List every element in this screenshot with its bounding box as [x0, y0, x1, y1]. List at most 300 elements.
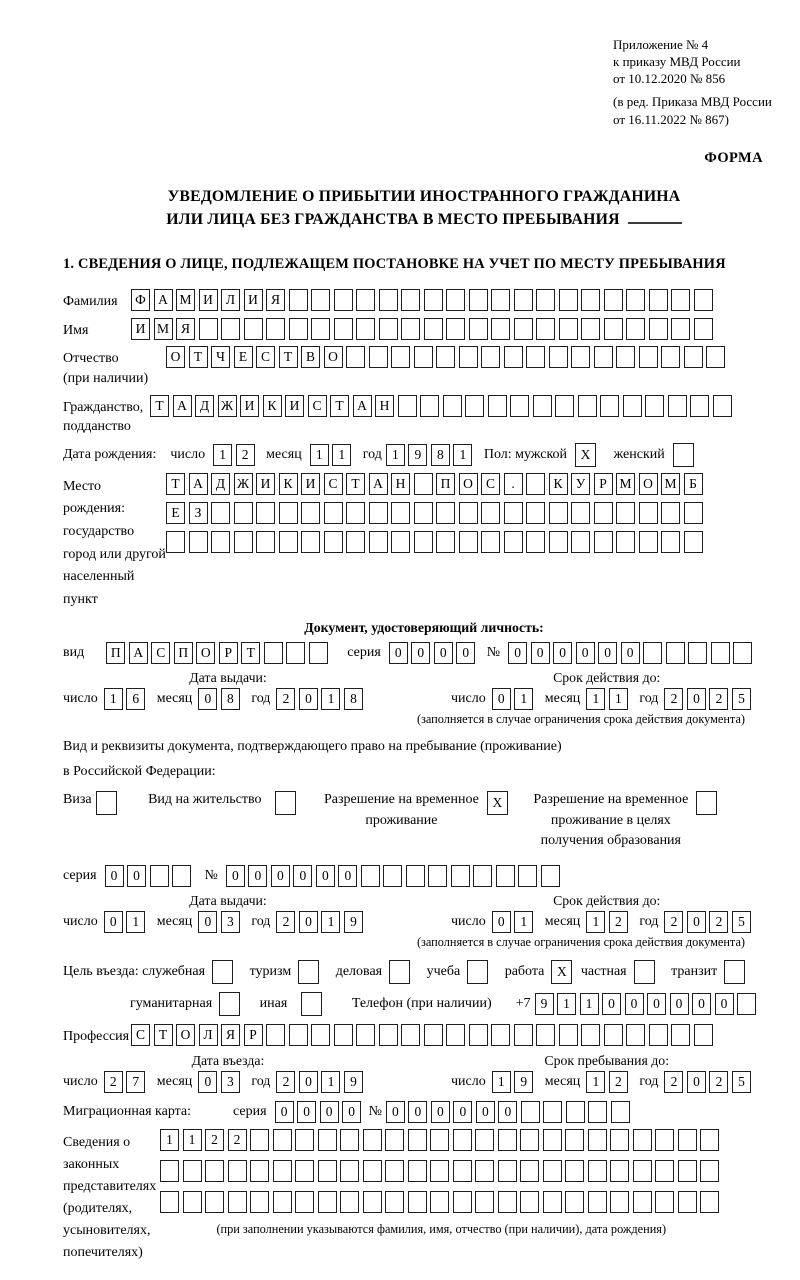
char-cell[interactable] [588, 1101, 607, 1123]
char-cell[interactable] [311, 1024, 330, 1046]
char-cell[interactable]: 9 [408, 444, 427, 466]
char-cell[interactable] [491, 1024, 510, 1046]
char-cell[interactable] [424, 318, 443, 340]
char-cell[interactable]: 1 [386, 444, 405, 466]
char-cell[interactable] [626, 318, 645, 340]
char-cell[interactable]: 0 [434, 642, 453, 664]
char-cell[interactable]: 2 [709, 688, 728, 710]
char-cell[interactable] [256, 502, 275, 524]
char-cell[interactable] [694, 1024, 713, 1046]
char-cell[interactable] [244, 318, 263, 340]
char-cell[interactable] [453, 1129, 472, 1151]
char-cell[interactable] [543, 1160, 562, 1182]
char-cell[interactable] [566, 1101, 585, 1123]
char-cell[interactable] [688, 642, 707, 664]
char-cell[interactable] [361, 865, 380, 887]
char-cell[interactable] [536, 318, 555, 340]
char-cell[interactable] [673, 443, 694, 467]
char-cell[interactable]: 7 [126, 1071, 145, 1093]
char-cell[interactable] [559, 289, 578, 311]
char-cell[interactable] [160, 1160, 179, 1182]
char-cell[interactable] [234, 531, 253, 553]
char-cell[interactable] [581, 1024, 600, 1046]
char-cell[interactable] [385, 1129, 404, 1151]
char-cell[interactable] [459, 346, 478, 368]
char-cell[interactable] [696, 791, 717, 815]
char-cell[interactable]: Т [241, 642, 260, 664]
char-cell[interactable]: 2 [236, 444, 255, 466]
char-cell[interactable]: М [661, 473, 680, 495]
char-cell[interactable] [369, 531, 388, 553]
char-cell[interactable]: 1 [492, 1071, 511, 1093]
char-cell[interactable]: Т [330, 395, 349, 417]
char-cell[interactable] [649, 289, 668, 311]
char-cell[interactable] [498, 1129, 517, 1151]
char-cell[interactable]: Л [221, 289, 240, 311]
char-cell[interactable] [623, 395, 642, 417]
title-blank-line[interactable] [628, 209, 682, 224]
char-cell[interactable] [684, 531, 703, 553]
char-cell[interactable] [446, 1024, 465, 1046]
char-cell[interactable]: М [154, 318, 173, 340]
char-cell[interactable]: У [571, 473, 590, 495]
char-cell[interactable] [616, 531, 635, 553]
char-cell[interactable]: П [174, 642, 193, 664]
char-cell[interactable] [475, 1191, 494, 1213]
char-cell[interactable]: 1 [160, 1129, 179, 1151]
char-cell[interactable]: 0 [553, 642, 572, 664]
char-cell[interactable] [369, 502, 388, 524]
char-cell[interactable]: 8 [431, 444, 450, 466]
char-cell[interactable] [286, 642, 305, 664]
char-cell[interactable]: 1 [310, 444, 329, 466]
char-cell[interactable] [671, 318, 690, 340]
char-cell[interactable]: И [301, 473, 320, 495]
char-cell[interactable] [383, 865, 402, 887]
char-cell[interactable] [694, 289, 713, 311]
char-cell[interactable] [211, 502, 230, 524]
char-cell[interactable]: 1 [213, 444, 232, 466]
char-cell[interactable]: 1 [183, 1129, 202, 1151]
char-cell[interactable]: 0 [456, 642, 475, 664]
char-cell[interactable]: О [324, 346, 343, 368]
char-cell[interactable]: К [263, 395, 282, 417]
char-cell[interactable] [453, 1191, 472, 1213]
char-cell[interactable] [334, 318, 353, 340]
char-cell[interactable] [430, 1191, 449, 1213]
char-cell[interactable] [250, 1129, 269, 1151]
char-cell[interactable] [526, 502, 545, 524]
char-cell[interactable] [549, 531, 568, 553]
char-cell[interactable] [160, 1191, 179, 1213]
char-cell[interactable]: 1 [580, 993, 599, 1015]
char-cell[interactable]: 2 [709, 1071, 728, 1093]
char-cell[interactable]: Р [594, 473, 613, 495]
char-cell[interactable] [391, 346, 410, 368]
char-cell[interactable] [655, 1129, 674, 1151]
char-cell[interactable]: 1 [586, 1071, 605, 1093]
char-cell[interactable]: И [244, 289, 263, 311]
char-cell[interactable]: 1 [557, 993, 576, 1015]
char-cell[interactable] [661, 346, 680, 368]
char-cell[interactable] [604, 1024, 623, 1046]
char-cell[interactable] [401, 289, 420, 311]
char-cell[interactable] [205, 1160, 224, 1182]
char-cell[interactable] [481, 502, 500, 524]
char-cell[interactable]: 0 [105, 865, 124, 887]
char-cell[interactable]: Д [195, 395, 214, 417]
char-cell[interactable] [221, 318, 240, 340]
char-cell[interactable] [588, 1160, 607, 1182]
char-cell[interactable] [634, 960, 655, 984]
char-cell[interactable] [571, 531, 590, 553]
char-cell[interactable]: 9 [535, 993, 554, 1015]
char-cell[interactable]: 0 [687, 911, 706, 933]
char-cell[interactable]: 0 [299, 911, 318, 933]
char-cell[interactable] [340, 1160, 359, 1182]
char-cell[interactable] [510, 395, 529, 417]
char-cell[interactable]: 9 [514, 1071, 533, 1093]
char-cell[interactable] [408, 1129, 427, 1151]
char-cell[interactable] [488, 395, 507, 417]
char-cell[interactable] [356, 318, 375, 340]
char-cell[interactable] [588, 1191, 607, 1213]
char-cell[interactable]: Д [211, 473, 230, 495]
char-cell[interactable]: 5 [732, 911, 751, 933]
char-cell[interactable] [363, 1129, 382, 1151]
char-cell[interactable] [309, 642, 328, 664]
char-cell[interactable] [604, 289, 623, 311]
char-cell[interactable]: Н [375, 395, 394, 417]
char-cell[interactable] [311, 289, 330, 311]
char-cell[interactable]: Н [391, 473, 410, 495]
char-cell[interactable] [610, 1160, 629, 1182]
char-cell[interactable]: 2 [276, 1071, 295, 1093]
char-cell[interactable]: К [549, 473, 568, 495]
char-cell[interactable]: И [131, 318, 150, 340]
char-cell[interactable] [633, 1160, 652, 1182]
char-cell[interactable] [565, 1191, 584, 1213]
char-cell[interactable] [565, 1129, 584, 1151]
char-cell[interactable]: 1 [609, 688, 628, 710]
char-cell[interactable]: 0 [531, 642, 550, 664]
char-cell[interactable]: И [199, 289, 218, 311]
char-cell[interactable]: Р [219, 642, 238, 664]
char-cell[interactable] [465, 395, 484, 417]
char-cell[interactable] [514, 289, 533, 311]
char-cell[interactable] [199, 318, 218, 340]
char-cell[interactable]: 1 [321, 911, 340, 933]
char-cell[interactable] [639, 502, 658, 524]
char-cell[interactable] [273, 1160, 292, 1182]
char-cell[interactable] [661, 502, 680, 524]
char-cell[interactable]: Т [154, 1024, 173, 1046]
char-cell[interactable] [526, 473, 545, 495]
char-cell[interactable] [414, 531, 433, 553]
char-cell[interactable]: 0 [408, 1101, 427, 1123]
char-cell[interactable]: А [353, 395, 372, 417]
char-cell[interactable]: 0 [687, 1071, 706, 1093]
char-cell[interactable] [496, 865, 515, 887]
char-cell[interactable]: 2 [664, 688, 683, 710]
char-cell[interactable] [451, 865, 470, 887]
char-cell[interactable] [473, 865, 492, 887]
char-cell[interactable] [211, 531, 230, 553]
char-cell[interactable]: 0 [670, 993, 689, 1015]
char-cell[interactable]: Ф [131, 289, 150, 311]
char-cell[interactable] [578, 395, 597, 417]
char-cell[interactable]: 1 [321, 1071, 340, 1093]
char-cell[interactable]: 1 [586, 911, 605, 933]
char-cell[interactable]: О [176, 1024, 195, 1046]
char-cell[interactable]: 2 [276, 911, 295, 933]
char-cell[interactable]: X [575, 443, 596, 467]
char-cell[interactable]: С [324, 473, 343, 495]
char-cell[interactable] [604, 318, 623, 340]
char-cell[interactable]: С [256, 346, 275, 368]
char-cell[interactable] [588, 1129, 607, 1151]
char-cell[interactable]: 2 [609, 1071, 628, 1093]
char-cell[interactable] [633, 1191, 652, 1213]
char-cell[interactable]: А [173, 395, 192, 417]
char-cell[interactable] [543, 1101, 562, 1123]
char-cell[interactable] [549, 502, 568, 524]
char-cell[interactable] [467, 960, 488, 984]
char-cell[interactable]: 0 [198, 1071, 217, 1093]
char-cell[interactable] [301, 992, 322, 1016]
char-cell[interactable] [424, 1024, 443, 1046]
char-cell[interactable]: С [151, 642, 170, 664]
char-cell[interactable] [401, 1024, 420, 1046]
char-cell[interactable] [491, 318, 510, 340]
char-cell[interactable] [279, 531, 298, 553]
char-cell[interactable] [626, 289, 645, 311]
char-cell[interactable] [520, 1191, 539, 1213]
char-cell[interactable] [643, 642, 662, 664]
char-cell[interactable]: О [639, 473, 658, 495]
char-cell[interactable] [639, 346, 658, 368]
char-cell[interactable]: И [256, 473, 275, 495]
char-cell[interactable] [671, 1024, 690, 1046]
char-cell[interactable]: Е [234, 346, 253, 368]
char-cell[interactable]: 0 [316, 865, 335, 887]
char-cell[interactable] [428, 865, 447, 887]
char-cell[interactable]: Б [684, 473, 703, 495]
char-cell[interactable] [406, 865, 425, 887]
char-cell[interactable]: О [166, 346, 185, 368]
char-cell[interactable] [626, 1024, 645, 1046]
char-cell[interactable] [661, 531, 680, 553]
char-cell[interactable] [324, 531, 343, 553]
char-cell[interactable]: 1 [332, 444, 351, 466]
char-cell[interactable] [504, 346, 523, 368]
char-cell[interactable] [514, 318, 533, 340]
char-cell[interactable]: Т [166, 473, 185, 495]
char-cell[interactable]: О [459, 473, 478, 495]
char-cell[interactable]: 2 [205, 1129, 224, 1151]
char-cell[interactable] [189, 531, 208, 553]
char-cell[interactable] [459, 531, 478, 553]
char-cell[interactable] [334, 1024, 353, 1046]
char-cell[interactable]: З [189, 502, 208, 524]
char-cell[interactable] [541, 865, 560, 887]
char-cell[interactable] [616, 346, 635, 368]
char-cell[interactable]: И [285, 395, 304, 417]
char-cell[interactable]: И [240, 395, 259, 417]
char-cell[interactable] [639, 531, 658, 553]
char-cell[interactable] [318, 1129, 337, 1151]
char-cell[interactable] [616, 502, 635, 524]
char-cell[interactable] [666, 642, 685, 664]
char-cell[interactable] [700, 1160, 719, 1182]
char-cell[interactable]: 0 [492, 688, 511, 710]
char-cell[interactable]: 0 [342, 1101, 361, 1123]
char-cell[interactable] [571, 502, 590, 524]
char-cell[interactable]: 1 [514, 911, 533, 933]
char-cell[interactable] [219, 992, 240, 1016]
char-cell[interactable]: 0 [692, 993, 711, 1015]
char-cell[interactable] [301, 502, 320, 524]
char-cell[interactable]: Т [189, 346, 208, 368]
char-cell[interactable] [610, 1191, 629, 1213]
char-cell[interactable]: 0 [275, 1101, 294, 1123]
char-cell[interactable] [706, 346, 725, 368]
char-cell[interactable]: Т [279, 346, 298, 368]
char-cell[interactable]: М [616, 473, 635, 495]
char-cell[interactable] [469, 1024, 488, 1046]
char-cell[interactable] [346, 531, 365, 553]
char-cell[interactable]: Ж [234, 473, 253, 495]
char-cell[interactable] [481, 346, 500, 368]
char-cell[interactable] [724, 960, 745, 984]
char-cell[interactable] [713, 395, 732, 417]
char-cell[interactable] [543, 1129, 562, 1151]
char-cell[interactable] [228, 1191, 247, 1213]
char-cell[interactable] [443, 395, 462, 417]
char-cell[interactable] [289, 318, 308, 340]
char-cell[interactable] [694, 318, 713, 340]
char-cell[interactable]: 2 [609, 911, 628, 933]
char-cell[interactable]: 2 [664, 1071, 683, 1093]
char-cell[interactable] [424, 289, 443, 311]
char-cell[interactable] [498, 1160, 517, 1182]
char-cell[interactable] [430, 1160, 449, 1182]
char-cell[interactable]: 8 [344, 688, 363, 710]
char-cell[interactable] [737, 993, 756, 1015]
char-cell[interactable]: 0 [602, 993, 621, 1015]
char-cell[interactable] [379, 289, 398, 311]
char-cell[interactable] [334, 289, 353, 311]
char-cell[interactable] [678, 1129, 697, 1151]
char-cell[interactable] [436, 531, 455, 553]
char-cell[interactable] [533, 395, 552, 417]
char-cell[interactable] [385, 1191, 404, 1213]
char-cell[interactable]: К [279, 473, 298, 495]
char-cell[interactable]: 3 [221, 911, 240, 933]
char-cell[interactable]: Т [150, 395, 169, 417]
char-cell[interactable] [398, 395, 417, 417]
char-cell[interactable]: 0 [293, 865, 312, 887]
char-cell[interactable]: 0 [104, 911, 123, 933]
char-cell[interactable] [205, 1191, 224, 1213]
char-cell[interactable] [389, 960, 410, 984]
char-cell[interactable] [266, 1024, 285, 1046]
char-cell[interactable] [346, 346, 365, 368]
char-cell[interactable] [514, 1024, 533, 1046]
char-cell[interactable]: Е [166, 502, 185, 524]
char-cell[interactable] [678, 1160, 697, 1182]
char-cell[interactable]: С [481, 473, 500, 495]
char-cell[interactable]: П [436, 473, 455, 495]
char-cell[interactable] [172, 865, 191, 887]
char-cell[interactable] [521, 1101, 540, 1123]
char-cell[interactable]: 0 [386, 1101, 405, 1123]
char-cell[interactable]: 2 [104, 1071, 123, 1093]
char-cell[interactable] [420, 395, 439, 417]
char-cell[interactable] [571, 346, 590, 368]
char-cell[interactable] [543, 1191, 562, 1213]
char-cell[interactable] [273, 1129, 292, 1151]
char-cell[interactable]: 1 [321, 688, 340, 710]
char-cell[interactable] [298, 960, 319, 984]
char-cell[interactable] [475, 1160, 494, 1182]
char-cell[interactable]: 0 [271, 865, 290, 887]
char-cell[interactable]: 1 [586, 688, 605, 710]
char-cell[interactable] [150, 865, 169, 887]
char-cell[interactable]: А [189, 473, 208, 495]
char-cell[interactable]: 9 [344, 1071, 363, 1093]
char-cell[interactable]: 0 [389, 642, 408, 664]
char-cell[interactable] [536, 1024, 555, 1046]
char-cell[interactable] [469, 289, 488, 311]
char-cell[interactable]: С [308, 395, 327, 417]
char-cell[interactable] [273, 1191, 292, 1213]
char-cell[interactable] [256, 531, 275, 553]
char-cell[interactable]: 0 [498, 1101, 517, 1123]
char-cell[interactable] [301, 531, 320, 553]
char-cell[interactable]: О [196, 642, 215, 664]
char-cell[interactable]: 0 [198, 911, 217, 933]
char-cell[interactable] [526, 531, 545, 553]
char-cell[interactable] [379, 318, 398, 340]
char-cell[interactable]: 0 [598, 642, 617, 664]
char-cell[interactable]: Ч [211, 346, 230, 368]
char-cell[interactable]: 1 [453, 444, 472, 466]
char-cell[interactable] [166, 531, 185, 553]
char-cell[interactable]: 0 [621, 642, 640, 664]
char-cell[interactable]: 0 [248, 865, 267, 887]
char-cell[interactable] [733, 642, 752, 664]
char-cell[interactable] [289, 1024, 308, 1046]
char-cell[interactable] [212, 960, 233, 984]
char-cell[interactable]: Я [266, 289, 285, 311]
char-cell[interactable] [581, 289, 600, 311]
char-cell[interactable]: 0 [299, 688, 318, 710]
char-cell[interactable]: Я [221, 1024, 240, 1046]
char-cell[interactable] [234, 502, 253, 524]
char-cell[interactable] [711, 642, 730, 664]
char-cell[interactable] [414, 473, 433, 495]
char-cell[interactable] [369, 346, 388, 368]
char-cell[interactable] [436, 502, 455, 524]
char-cell[interactable] [363, 1160, 382, 1182]
char-cell[interactable]: . [504, 473, 523, 495]
char-cell[interactable]: А [129, 642, 148, 664]
char-cell[interactable] [183, 1191, 202, 1213]
char-cell[interactable]: 0 [715, 993, 734, 1015]
char-cell[interactable]: 1 [104, 688, 123, 710]
char-cell[interactable] [475, 1129, 494, 1151]
